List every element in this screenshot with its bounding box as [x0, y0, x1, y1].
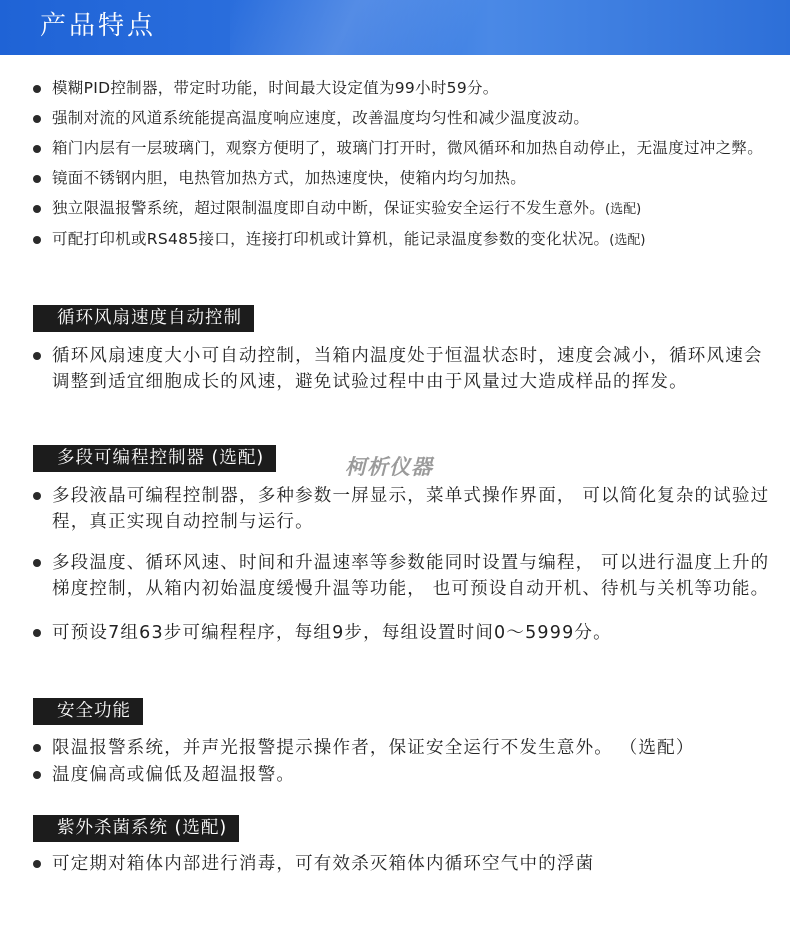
bullet-icon — [33, 145, 41, 153]
list-item: 循环风扇速度大小可自动控制，当箱内温度处于恒温状态时，速度会减小，循环风速会调整到适宜细胞成长的风速，避免试验过程中由于风量过大造成样品的挥发。 — [0, 343, 790, 395]
list-item: 独立限温报警系统，超过限制温度即自动中断，保证实验安全运行不发生意外。(选配) — [0, 194, 790, 224]
bullet-icon — [33, 559, 41, 567]
feature-list — [0, 74, 790, 255]
bullet-icon — [33, 205, 41, 213]
optional-note: (选配) — [605, 202, 642, 217]
section-programmable-controller — [0, 483, 790, 646]
list-item: 镜面不锈钢内胆，电热管加热方式，加热速度快，使箱内均匀加热。 — [0, 164, 790, 193]
bullet-icon — [33, 175, 41, 183]
section-heading-fan-control: 循环风扇速度自动控制 — [33, 305, 254, 332]
bullet-icon — [33, 236, 41, 244]
watermark: 柯析仪器 — [345, 455, 433, 479]
page-title: 产品特点 — [40, 11, 157, 41]
list-item: 可定期对箱体内部进行消毒，可有效杀灭箱体内循环空气中的浮菌 — [0, 851, 790, 877]
list-item: 多段温度、循环风速、时间和升温速率等参数能同时设置与编程， 可以进行温度上升的梯度控制，从箱内初始温度缓慢升温等功能， 也可预设自动开机、待机与关机等功能。 — [0, 550, 790, 602]
list-item: 箱门内层有一层玻璃门，观察方便明了，玻璃门打开时，微风循环和加热自动停止，无温度过冲之弊。 — [0, 134, 790, 163]
section-heading-uv-sterilization: 紫外杀菌系统 (选配) — [33, 815, 239, 842]
list-item: 强制对流的风道系统能提高温度响应速度，改善温度均匀性和减少温度波动。 — [0, 104, 790, 133]
section-uv-sterilization — [0, 851, 790, 877]
list-item: 多段液晶可编程控制器，多种参数一屏显示，菜单式操作界面， 可以简化复杂的试验过程，真正实现自动控制与运行。 — [0, 483, 790, 535]
section-fan-control — [0, 343, 790, 395]
bullet-icon — [33, 771, 41, 779]
bullet-icon — [33, 744, 41, 752]
section-heading-safety: 安全功能 — [33, 698, 143, 725]
banner-highlight — [230, 0, 490, 55]
optional-note: (选配) — [609, 233, 646, 248]
list-item: 可预设7组63步可编程程序，每组9步，每组设置时间0～5999分。 — [0, 620, 790, 646]
bullet-icon — [33, 629, 41, 637]
header-banner — [0, 0, 790, 55]
section-heading-programmable-controller: 多段可编程控制器 (选配) — [33, 445, 276, 472]
bullet-icon — [33, 352, 41, 360]
list-item: 限温报警系统，并声光报警提示操作者，保证安全运行不发生意外。 （选配） — [0, 735, 790, 761]
list-item: 模糊PID控制器，带定时功能，时间最大设定值为99小时59分。 — [0, 74, 790, 103]
bullet-icon — [33, 860, 41, 868]
list-item: 温度偏高或偏低及超温报警。 — [0, 762, 790, 788]
section-safety — [0, 735, 790, 788]
list-item: 可配打印机或RS485接口，连接打印机或计算机，能记录温度参数的变化状况。(选配) — [0, 225, 790, 255]
bullet-icon — [33, 492, 41, 500]
bullet-icon — [33, 115, 41, 123]
bullet-icon — [33, 85, 41, 93]
